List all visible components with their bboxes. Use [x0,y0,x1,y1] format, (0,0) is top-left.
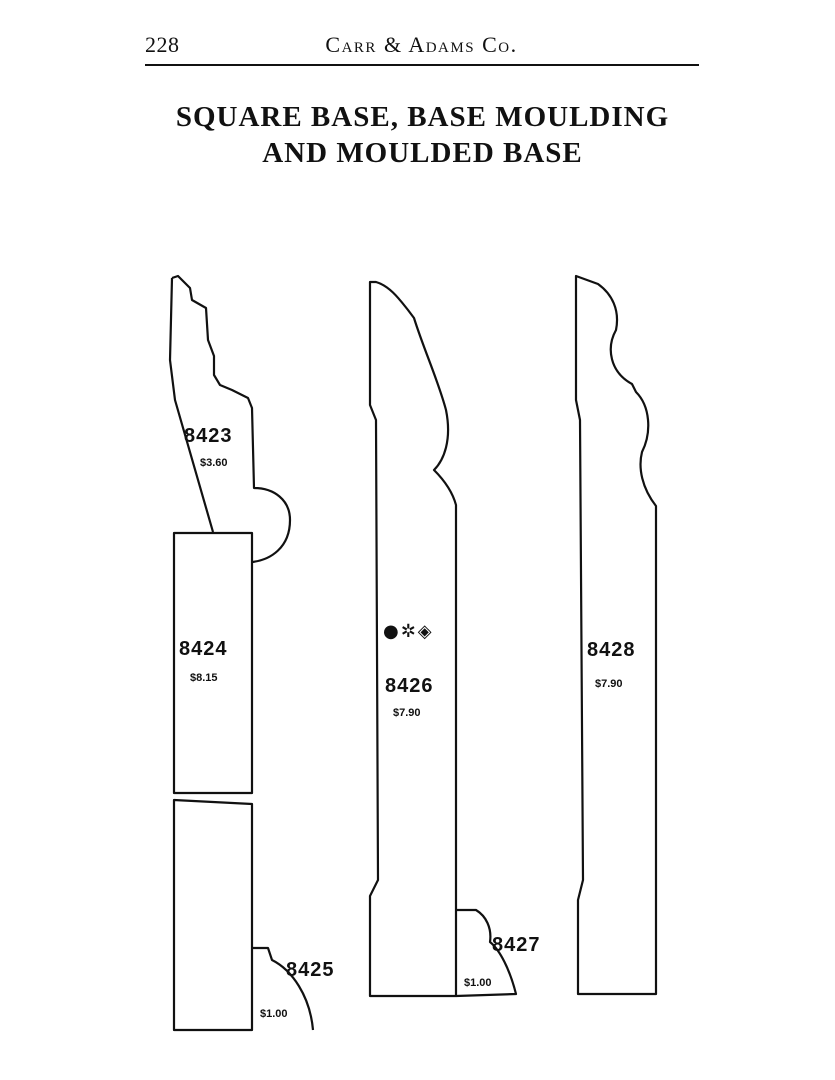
moulding-number-8423: 8423 [184,425,233,447]
profile-8423 [170,276,290,562]
page-number: 228 [145,32,180,57]
moulding-price-8427: $1.00 [464,977,492,989]
moulding-number-8424: 8424 [179,638,228,660]
profile-8425 [174,800,313,1030]
moulding-price-8424: $8.15 [190,672,218,684]
moulding-number-8428: 8428 [587,639,636,661]
moulding-number-8426: 8426 [385,675,434,697]
moulding-price-8428: $7.90 [595,678,623,690]
profile-8428 [576,276,656,994]
moulding-number-8427: 8427 [492,934,541,956]
page-title-line-1: SQUARE BASE, BASE MOULDING [175,101,670,133]
moulding-price-8425: $1.00 [260,1008,288,1020]
page-title-line-2: AND MOULDED BASE [262,137,583,169]
mark-symbols-8426: ●✲◈ [383,621,434,642]
moulding-price-8426: $7.90 [393,707,421,719]
profile-8424 [174,533,252,793]
company-name: Carr & Adams Co. [325,32,518,57]
moulding-price-8423: $3.60 [200,457,228,469]
moulding-number-8425: 8425 [286,959,335,981]
